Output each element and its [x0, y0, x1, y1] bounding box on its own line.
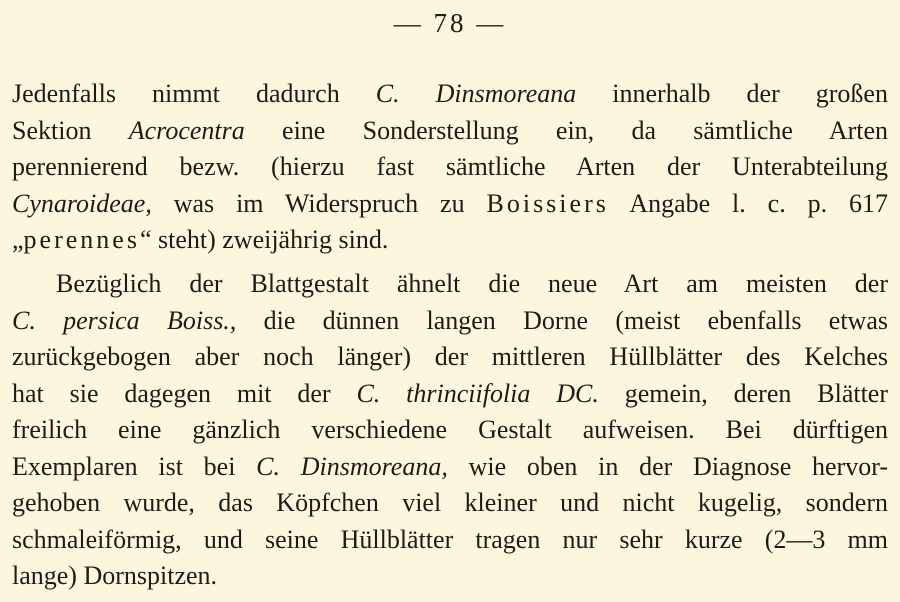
text-line — [12, 485, 888, 522]
text-run: eine Sonderstellung ein, da sämtliche Arten — [244, 115, 888, 145]
text-run: Sektion — [12, 115, 129, 145]
text-line — [12, 113, 888, 150]
text-line — [12, 376, 888, 413]
page-number: — 78 — — [393, 8, 507, 38]
text-line — [12, 303, 888, 340]
text-run: Bezüglich der Blattgestalt ähnelt die neue Art am meisten der — [56, 269, 888, 298]
text-run: schmaleiförmig, und seine Hüllblätter tragen nur sehr kurze (2—3 mm — [12, 524, 888, 554]
subdivision-name: Cynaroideae, — [12, 188, 152, 218]
text-run: die dünnen langen Dorne (meist ebenfalls etwas — [236, 305, 888, 335]
text-line — [12, 339, 888, 376]
text-run: gehoben wurde, das Köpfchen viel kleiner und nicht kugelig, sondern — [12, 488, 888, 517]
text-run: freilich eine gänzlich verschiedene Gestalt aufweisen. Bei dürftigen — [12, 415, 888, 444]
text-line — [12, 449, 888, 486]
section-name: Acrocentra — [128, 115, 245, 145]
text-run: wie oben in der Diagnose hervor- — [447, 451, 888, 481]
species-name: C. Dinsmoreana, — [256, 451, 448, 481]
quoted-term: perennes — [23, 225, 140, 254]
text-line — [12, 412, 888, 449]
paragraph-2 — [12, 266, 888, 595]
text-run: Angabe l. c. p. 617 — [608, 188, 888, 218]
text-run: gemein, deren Blätter — [598, 378, 888, 408]
text-run: Exemplaren ist bei — [12, 451, 257, 481]
text-run: zurückgebogen aber noch länger) der mittleren Hüllblätter des Kelches — [12, 342, 888, 371]
text-run: „ — [12, 225, 24, 254]
text-line — [12, 186, 888, 223]
text-run: was im Widerspruch zu — [151, 188, 487, 218]
text-run: perennierend bezw. (hierzu fast sämtliche Arten der Unterabteilung — [12, 152, 888, 181]
text-run: hat sie dagegen mit der — [12, 378, 357, 408]
text-run: “ steht) zweijährig sind. — [139, 225, 389, 254]
text-line — [12, 558, 888, 595]
text-run: innerhalb der großen — [576, 79, 888, 108]
text-line — [12, 222, 888, 259]
text-line — [12, 522, 888, 559]
author-name: Boissiers — [486, 188, 609, 218]
text-line — [12, 76, 888, 113]
species-name: C. persica Boiss., — [12, 305, 237, 335]
text-run: lange) Dornspitzen. — [12, 561, 218, 590]
species-name: C. Dinsmoreana — [375, 79, 577, 108]
text-line — [12, 149, 888, 186]
paragraph-1 — [12, 76, 888, 259]
species-name: C. thrinciifolia DC. — [356, 378, 599, 408]
text-line — [12, 266, 888, 303]
text-run: Jedenfalls nimmt dadurch — [12, 79, 376, 108]
